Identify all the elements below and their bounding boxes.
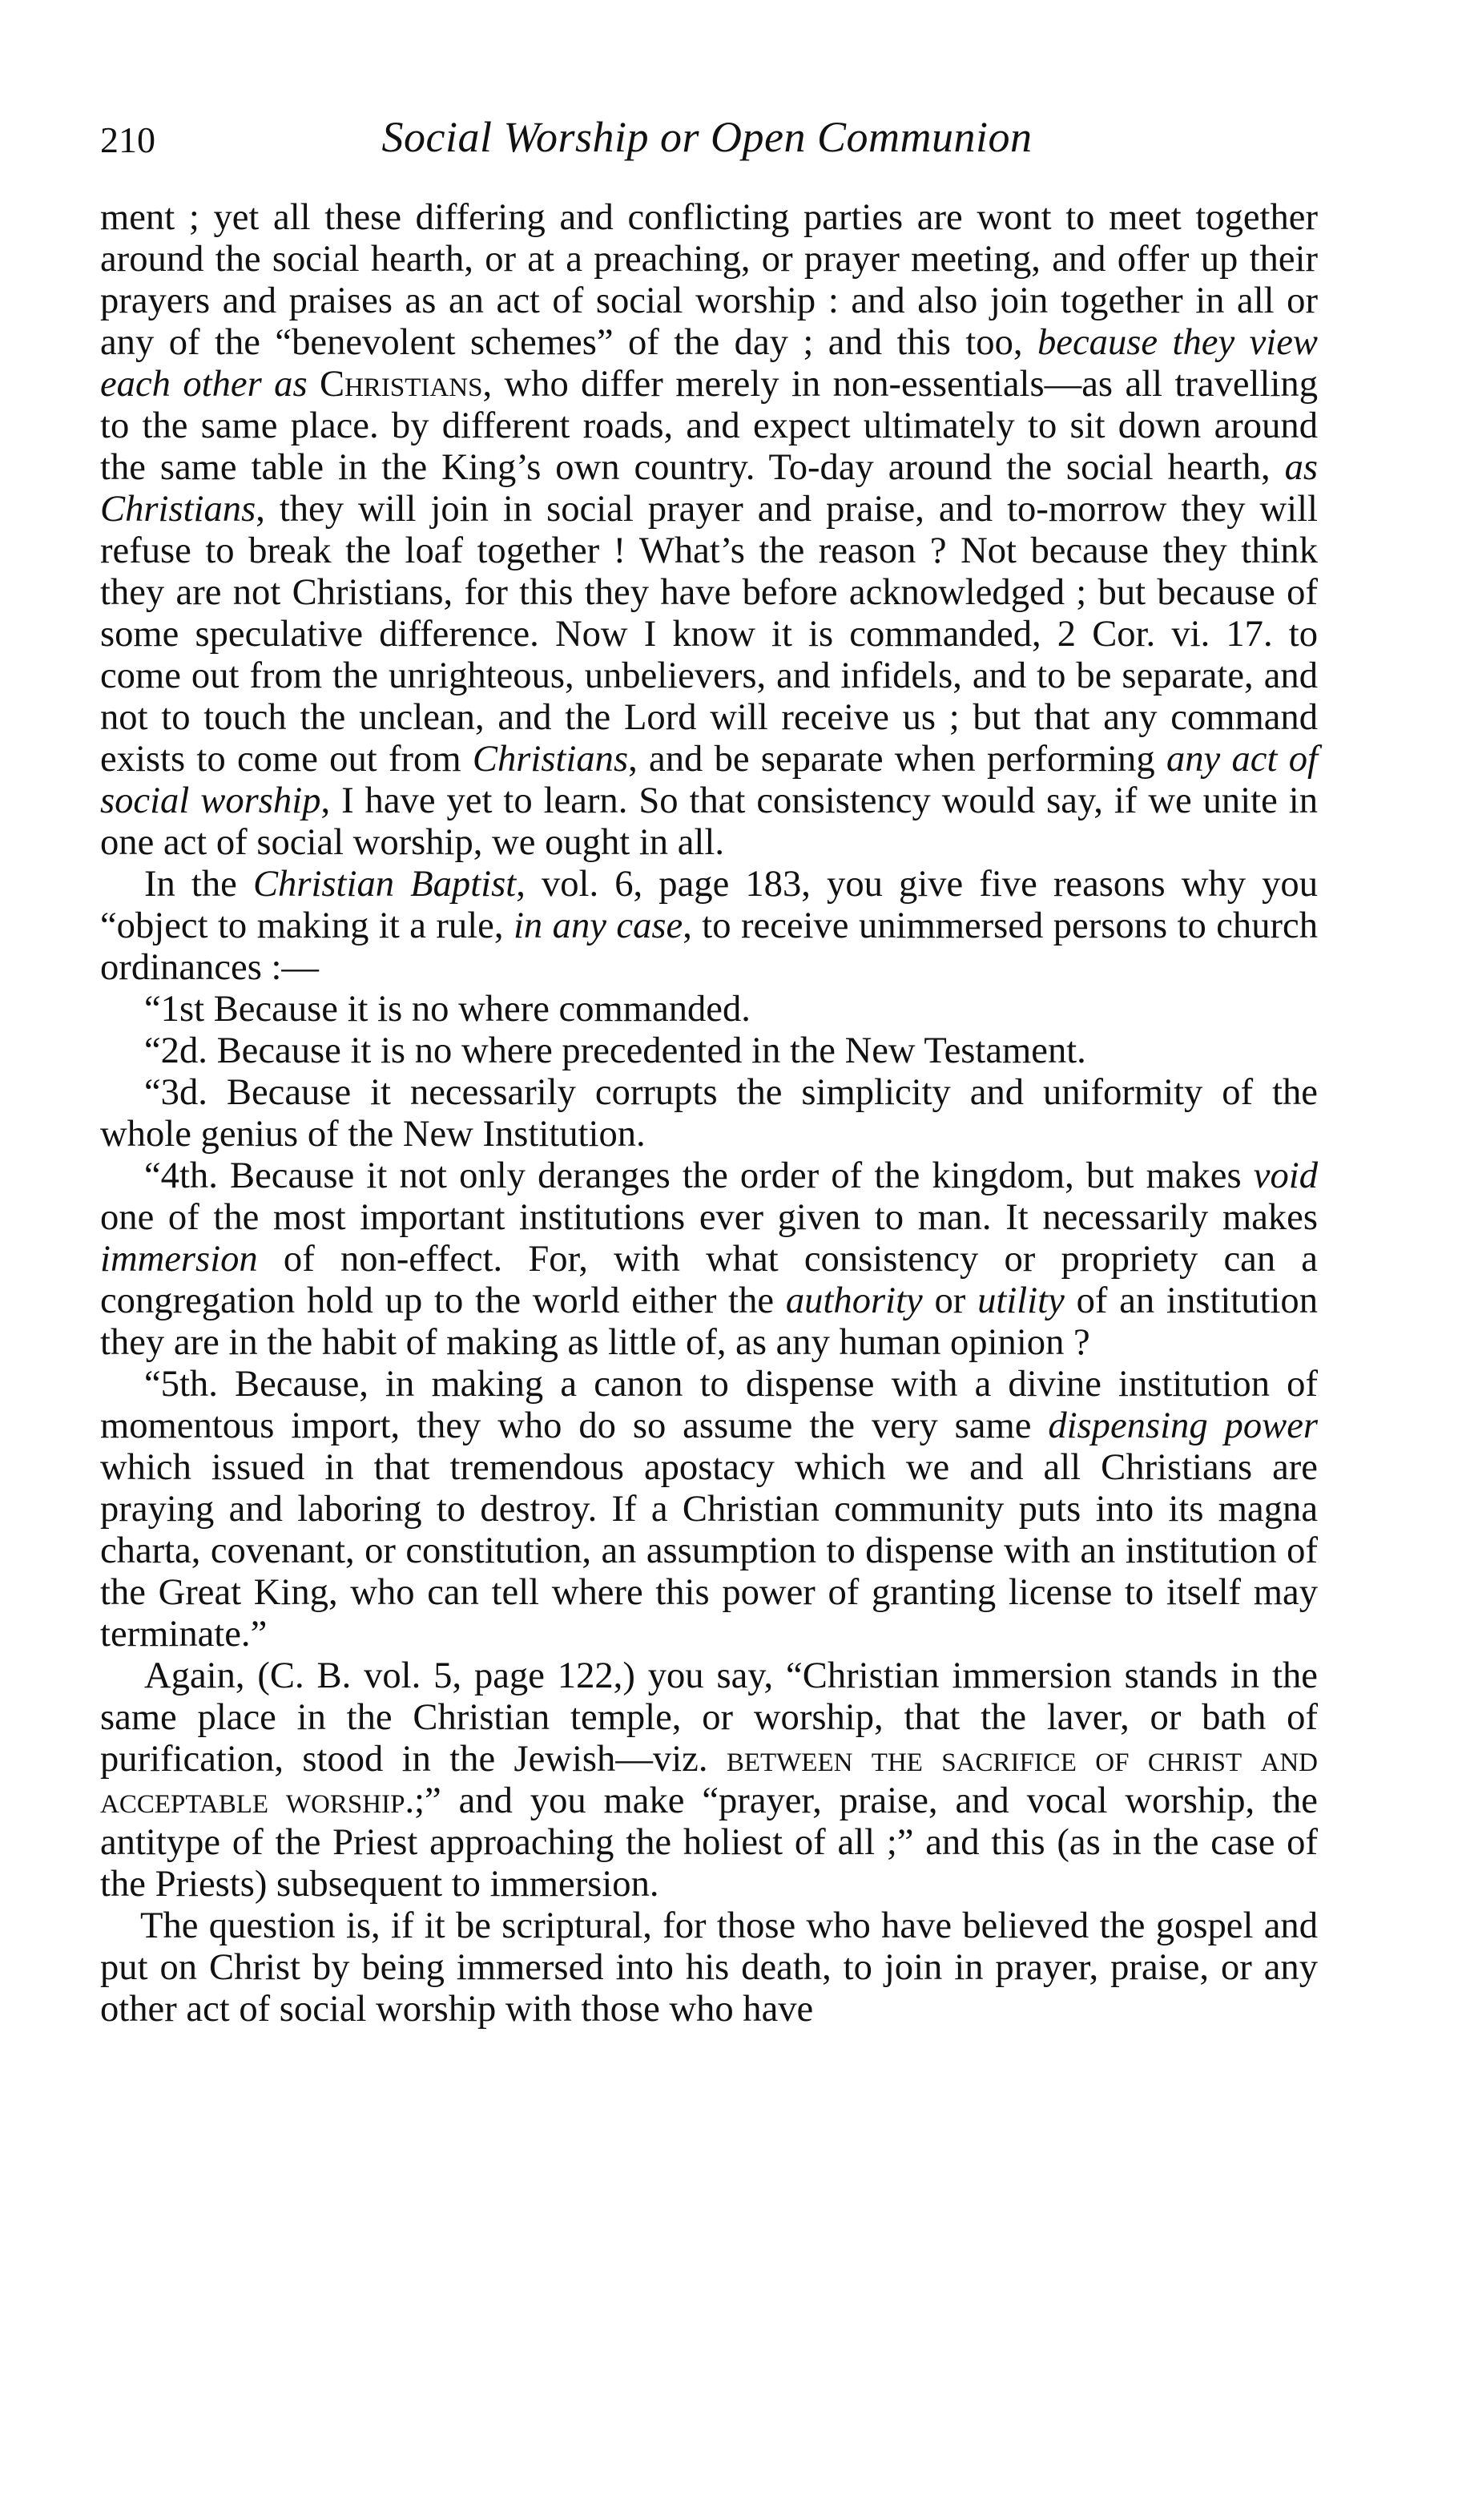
paragraph-p3: [100, 988, 1318, 1030]
paragraph-p1: [100, 196, 1318, 863]
text-run: of non-effect. For, with what consistency or propriety can a congregation hold up to the world either the: [100, 1238, 1318, 1321]
paragraph-p2: [100, 863, 1318, 988]
text-run: “3d. Because it necessarily corrupts the simplicity and uniformity of the whole genius of the New Institution.: [100, 1071, 1318, 1155]
text-run: Again, (C. B. vol. 5, page 122,) you say, “Christian immersion stands in the same place in the Christian temple, or worship, that the laver, or bath of purification, stood in the Jewish—viz.: [100, 1655, 1318, 1780]
text-run: ;” and you make “prayer, praise, and vocal worship, the antitype of the Priest approaching the holiest of all ;” and this (as in the case of the Priests) subsequent to immersion.: [100, 1780, 1318, 1905]
paragraph-p7: [100, 1363, 1318, 1655]
italic-text: utility: [977, 1280, 1065, 1321]
text-run: of an institution they are in the habit of making as little of, as any human opinion ?: [100, 1280, 1318, 1363]
small-caps-text: Christians: [320, 363, 483, 405]
text-run: “5th. Because, in making a canon to dispense with a divine institution of momentous import, they who do so assume the very same: [100, 1363, 1318, 1446]
text-run: “2d. Because it is no where precedented in the New Testament.: [144, 1030, 1086, 1071]
text-run: which issued in that tremendous apostacy which we and all Christians are praying and laboring to destroy. If a Christian community puts into its magna charta, covenant, or constitution, an assumption to dispense with an institution of the Great King, who can tell where this power of granting license to itself may terminate.”: [100, 1446, 1318, 1655]
text-run: ment ; yet all these differing and conflicting parties are wont to meet together around the social hearth, or at a preaching, or prayer meeting, and offer up their prayers and praises as an act of social worship : and also join together in all or any of the “benevolent schemes” of the day ; and this too,: [100, 196, 1318, 363]
paragraph-p6: [100, 1155, 1318, 1363]
paragraph-p5: [100, 1071, 1318, 1155]
text-run: The question is, if it be scriptural, for those who have believed the gospel and put on Christ by being immersed into his death, to join in prayer, praise, or any other act of social worship with those who have: [100, 1905, 1318, 2030]
text-run: “4th. Because it not only deranges the order of the kingdom, but makes: [144, 1155, 1254, 1196]
paragraph-p9: [100, 1905, 1318, 2030]
italic-text: because they view each other as: [100, 321, 1318, 405]
paragraph-p4: [100, 1030, 1318, 1071]
italic-text: dispensing power: [1048, 1405, 1319, 1446]
text-run: or: [922, 1280, 978, 1321]
italic-text: Christian Baptist: [252, 863, 517, 905]
text-run: , to receive unimmersed persons to church ordinances :—: [100, 905, 1319, 988]
paragraph-p8: [100, 1655, 1318, 1905]
italic-text: in any case: [513, 905, 683, 946]
text-run: , vol. 6, page 183, you give five reasons why you “object to making it a rule,: [100, 863, 1318, 946]
running-title: Social Worship or Open Communion: [381, 113, 1033, 161]
text-run: , who differ merely in non-essentials—as all travelling to the same place. by different roads, and expect ultimately to sit down around the same table in the King’s own country. To-day around the social hearth,: [100, 363, 1318, 488]
small-caps-text: between the sacrifice of christ and acceptable worship.: [100, 1738, 1319, 1821]
italic-text: as Christians: [100, 446, 1318, 530]
text-run: , they will join in social prayer and praise, and to-morrow they will refuse to break the loaf together ! What’s the reason ? Not because they think they are not Christians, for this they have before acknowledged ; but because of some speculative difference. Now I know it is commanded, 2 Cor. vi. 17. to come out from the unrighteous, unbelievers, and infidels, and to be separate, and not to touch the unclean, and the Lord will receive us ; but that any command exists to come out from: [100, 488, 1318, 780]
italic-text: Christians: [472, 738, 629, 780]
text-run: , I have yet to learn. So that consistency would say, if we unite in one act of social worship, we ought in all.: [100, 780, 1318, 863]
text-run: In the: [144, 863, 253, 905]
italic-text: void: [1253, 1155, 1318, 1196]
italic-text: authority: [785, 1280, 923, 1321]
page-number: 210: [100, 119, 155, 160]
text-run: [308, 363, 320, 405]
italic-text: immersion: [100, 1238, 258, 1280]
page-header: [100, 112, 1314, 176]
italic-text: any act of social worship: [100, 738, 1318, 821]
body-text: [100, 196, 1318, 2030]
text-run: , and be separate when performing: [628, 738, 1166, 780]
text-run: one of the most important institutions ever given to man. It necessarily makes: [100, 1196, 1318, 1238]
text-run: “1st Because it is no where commanded.: [144, 988, 751, 1030]
